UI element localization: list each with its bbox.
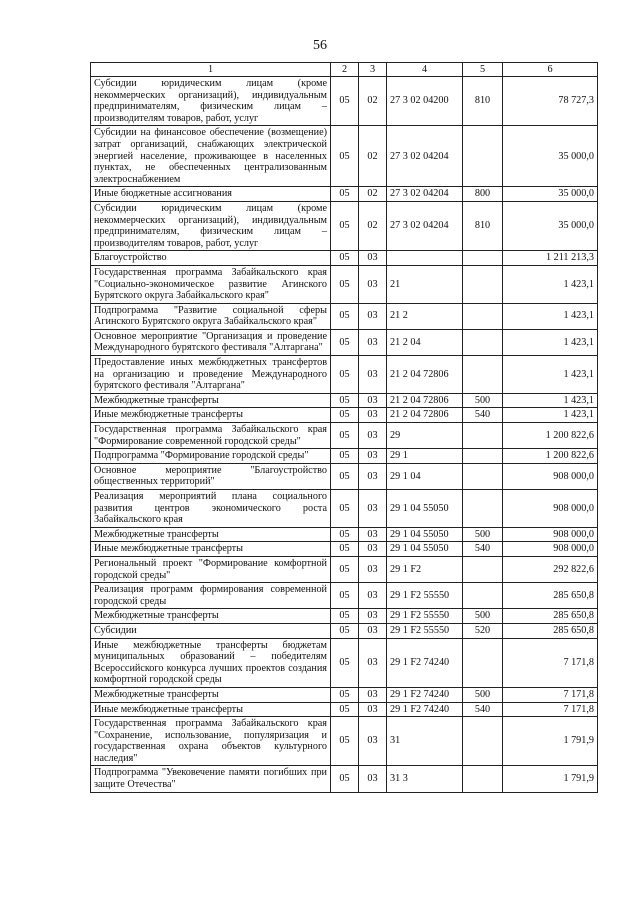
- row-section-cell: 05: [331, 303, 359, 329]
- table-row: [91, 408, 598, 423]
- row-expense-type-cell: [463, 463, 503, 489]
- row-section-cell: 05: [331, 187, 359, 202]
- row-name-cell: Межбюджетные трансферты: [91, 687, 331, 702]
- row-section-cell: 05: [331, 463, 359, 489]
- row-name-cell: Субсидии юридическим лицам (кроме некоммерческих организаций), индивидуальным предпринимателям, физическим лицам – производителям товаров, работ, услуг: [91, 201, 331, 250]
- row-target-code-cell: 21 2 04 72806: [387, 393, 463, 408]
- row-target-code-cell: 27 3 02 04204: [387, 126, 463, 187]
- row-amount-cell: 1 423,1: [503, 303, 598, 329]
- row-subsection-cell: 03: [359, 702, 387, 717]
- row-name-cell: Региональный проект "Формирование комфортной городской среды": [91, 556, 331, 582]
- row-section-cell: 05: [331, 702, 359, 717]
- row-amount-cell: 35 000,0: [503, 126, 598, 187]
- row-subsection-cell: 03: [359, 251, 387, 266]
- row-section-cell: 05: [331, 638, 359, 687]
- row-name-cell: Субсидии юридическим лицам (кроме некоммерческих организаций), индивидуальным предпринимателям, физическим лицам – производителям товаров, работ, услуг: [91, 77, 331, 126]
- row-section-cell: 05: [331, 609, 359, 624]
- row-expense-type-cell: [463, 329, 503, 355]
- row-subsection-cell: 03: [359, 423, 387, 449]
- row-amount-cell: 1 211 213,3: [503, 251, 598, 266]
- row-subsection-cell: 03: [359, 717, 387, 766]
- header-cell: 4: [387, 63, 463, 77]
- row-subsection-cell: 03: [359, 329, 387, 355]
- row-target-code-cell: 29 1 F2 55550: [387, 609, 463, 624]
- row-target-code-cell: 31 3: [387, 766, 463, 792]
- row-amount-cell: 908 000,0: [503, 542, 598, 557]
- table-row: [91, 77, 598, 126]
- row-amount-cell: 1 423,1: [503, 329, 598, 355]
- row-amount-cell: 908 000,0: [503, 527, 598, 542]
- row-amount-cell: 1 200 822,6: [503, 423, 598, 449]
- row-name-cell: Государственная программа Забайкальского края "Сохранение, использование, популяризация и государственная охрана объектов культурного наследия": [91, 717, 331, 766]
- row-subsection-cell: 03: [359, 408, 387, 423]
- row-section-cell: 05: [331, 623, 359, 638]
- row-subsection-cell: 03: [359, 687, 387, 702]
- row-expense-type-cell: 810: [463, 201, 503, 250]
- row-section-cell: 05: [331, 265, 359, 303]
- row-amount-cell: 285 650,8: [503, 609, 598, 624]
- row-section-cell: 05: [331, 408, 359, 423]
- row-target-code-cell: 21: [387, 265, 463, 303]
- row-subsection-cell: 03: [359, 449, 387, 464]
- row-expense-type-cell: [463, 356, 503, 394]
- page-number: 56: [313, 38, 327, 53]
- header-cell: 6: [503, 63, 598, 77]
- row-subsection-cell: 03: [359, 393, 387, 408]
- row-name-cell: Реализация мероприятий плана социального развития центров экономического роста Забайкальского края: [91, 490, 331, 528]
- row-section-cell: 05: [331, 490, 359, 528]
- row-expense-type-cell: 500: [463, 609, 503, 624]
- row-expense-type-cell: [463, 423, 503, 449]
- row-subsection-cell: 03: [359, 303, 387, 329]
- row-amount-cell: 292 822,6: [503, 556, 598, 582]
- row-target-code-cell: 31: [387, 717, 463, 766]
- row-subsection-cell: 03: [359, 542, 387, 557]
- row-expense-type-cell: [463, 265, 503, 303]
- header-cell: 2: [331, 63, 359, 77]
- row-target-code-cell: 29 1 F2 55550: [387, 583, 463, 609]
- row-target-code-cell: 29 1 F2 74240: [387, 687, 463, 702]
- row-expense-type-cell: 540: [463, 408, 503, 423]
- row-section-cell: 05: [331, 77, 359, 126]
- table-row: [91, 717, 598, 766]
- table-row: [91, 583, 598, 609]
- row-name-cell: Предоставление иных межбюджетных трансфертов на организацию и проведение Международного бурятского фестиваля "Алтаргана": [91, 356, 331, 394]
- row-name-cell: Подпрограмма "Формирование городской среды": [91, 449, 331, 464]
- row-target-code-cell: 29 1 F2 55550: [387, 623, 463, 638]
- row-expense-type-cell: [463, 303, 503, 329]
- row-name-cell: Государственная программа Забайкальского края "Социально-экономическое развитие Агинского Бурятского округа Забайкальского края": [91, 265, 331, 303]
- table-row: [91, 449, 598, 464]
- row-target-code-cell: 27 3 02 04204: [387, 201, 463, 250]
- row-amount-cell: 7 171,8: [503, 702, 598, 717]
- row-name-cell: Иные межбюджетные трансферты бюджетам муниципальных образований – победителям Всероссийского конкурса лучших проектов создания комфортной городской среды: [91, 638, 331, 687]
- row-subsection-cell: 03: [359, 766, 387, 792]
- row-subsection-cell: 03: [359, 583, 387, 609]
- row-section-cell: 05: [331, 527, 359, 542]
- row-amount-cell: 285 650,8: [503, 623, 598, 638]
- row-expense-type-cell: 500: [463, 393, 503, 408]
- row-section-cell: 05: [331, 542, 359, 557]
- row-amount-cell: 35 000,0: [503, 187, 598, 202]
- table-row: [91, 609, 598, 624]
- row-name-cell: Благоустройство: [91, 251, 331, 266]
- row-name-cell: Межбюджетные трансферты: [91, 609, 331, 624]
- table-row: [91, 702, 598, 717]
- row-expense-type-cell: [463, 449, 503, 464]
- row-expense-type-cell: [463, 766, 503, 792]
- table-row: [91, 187, 598, 202]
- header-cell: 1: [91, 63, 331, 77]
- row-expense-type-cell: 520: [463, 623, 503, 638]
- row-expense-type-cell: [463, 638, 503, 687]
- header-cell: 3: [359, 63, 387, 77]
- row-subsection-cell: 03: [359, 356, 387, 394]
- table-row: [91, 251, 598, 266]
- table-row: [91, 542, 598, 557]
- row-amount-cell: 908 000,0: [503, 490, 598, 528]
- row-name-cell: Субсидии на финансовое обеспечение (возмещение) затрат организаций, снабжающих электрической энергией население, проживающее в населенных пунктах, не обеспеченных централизованным электроснабжением: [91, 126, 331, 187]
- row-target-code-cell: 29 1 04 55050: [387, 542, 463, 557]
- row-section-cell: 05: [331, 329, 359, 355]
- row-target-code-cell: 21 2 04 72806: [387, 408, 463, 423]
- table-row: [91, 490, 598, 528]
- row-subsection-cell: 03: [359, 609, 387, 624]
- row-target-code-cell: 29: [387, 423, 463, 449]
- row-name-cell: Иные межбюджетные трансферты: [91, 408, 331, 423]
- row-expense-type-cell: [463, 126, 503, 187]
- table-row: [91, 638, 598, 687]
- row-section-cell: 05: [331, 126, 359, 187]
- row-expense-type-cell: 500: [463, 527, 503, 542]
- row-amount-cell: 78 727,3: [503, 77, 598, 126]
- table-row: [91, 201, 598, 250]
- row-expense-type-cell: 500: [463, 687, 503, 702]
- row-subsection-cell: 03: [359, 638, 387, 687]
- row-name-cell: Государственная программа Забайкальского края "Формирование современной городской среды": [91, 423, 331, 449]
- table-row: [91, 766, 598, 792]
- row-amount-cell: 1 423,1: [503, 265, 598, 303]
- row-section-cell: 05: [331, 717, 359, 766]
- row-amount-cell: 908 000,0: [503, 463, 598, 489]
- row-name-cell: Основное мероприятие "Благоустройство общественных территорий": [91, 463, 331, 489]
- table-body: [91, 77, 598, 793]
- row-expense-type-cell: [463, 556, 503, 582]
- row-expense-type-cell: 540: [463, 542, 503, 557]
- table-row: [91, 423, 598, 449]
- row-section-cell: 05: [331, 423, 359, 449]
- row-section-cell: 05: [331, 583, 359, 609]
- row-target-code-cell: 29 1: [387, 449, 463, 464]
- row-target-code-cell: 29 1 04 55050: [387, 527, 463, 542]
- table-header: [91, 63, 598, 77]
- row-subsection-cell: 02: [359, 126, 387, 187]
- row-target-code-cell: 29 1 F2: [387, 556, 463, 582]
- row-name-cell: Реализация программ формирования современной городской среды: [91, 583, 331, 609]
- row-target-code-cell: 27 3 02 04204: [387, 187, 463, 202]
- header-cell: 5: [463, 63, 503, 77]
- header-row: [91, 63, 598, 77]
- row-name-cell: Основное мероприятие "Организация и проведение Международного бурятского фестиваля "Алтаргана": [91, 329, 331, 355]
- row-section-cell: 05: [331, 393, 359, 408]
- row-subsection-cell: 03: [359, 556, 387, 582]
- row-amount-cell: 7 171,8: [503, 687, 598, 702]
- row-section-cell: 05: [331, 201, 359, 250]
- row-target-code-cell: 29 1 04: [387, 463, 463, 489]
- row-amount-cell: 1 423,1: [503, 408, 598, 423]
- row-expense-type-cell: [463, 583, 503, 609]
- row-amount-cell: 1 423,1: [503, 356, 598, 394]
- table-row: [91, 329, 598, 355]
- row-section-cell: 05: [331, 356, 359, 394]
- row-target-code-cell: 21 2: [387, 303, 463, 329]
- row-subsection-cell: 03: [359, 463, 387, 489]
- row-name-cell: Межбюджетные трансферты: [91, 393, 331, 408]
- row-expense-type-cell: [463, 717, 503, 766]
- row-amount-cell: 285 650,8: [503, 583, 598, 609]
- row-section-cell: 05: [331, 687, 359, 702]
- row-amount-cell: 1 423,1: [503, 393, 598, 408]
- table-row: [91, 303, 598, 329]
- row-expense-type-cell: 810: [463, 77, 503, 126]
- row-amount-cell: 7 171,8: [503, 638, 598, 687]
- row-name-cell: Иные бюджетные ассигнования: [91, 187, 331, 202]
- row-subsection-cell: 03: [359, 490, 387, 528]
- row-section-cell: 05: [331, 449, 359, 464]
- row-expense-type-cell: [463, 251, 503, 266]
- row-target-code-cell: 29 1 04 55050: [387, 490, 463, 528]
- table-row: [91, 687, 598, 702]
- row-name-cell: Субсидии: [91, 623, 331, 638]
- table-row: [91, 463, 598, 489]
- row-subsection-cell: 03: [359, 265, 387, 303]
- row-name-cell: Иные межбюджетные трансферты: [91, 542, 331, 557]
- row-name-cell: Иные межбюджетные трансферты: [91, 702, 331, 717]
- row-subsection-cell: 03: [359, 527, 387, 542]
- budget-table: [90, 62, 598, 793]
- table-row: [91, 623, 598, 638]
- row-target-code-cell: [387, 251, 463, 266]
- row-expense-type-cell: 800: [463, 187, 503, 202]
- row-expense-type-cell: 540: [463, 702, 503, 717]
- row-target-code-cell: 27 3 02 04200: [387, 77, 463, 126]
- row-section-cell: 05: [331, 556, 359, 582]
- row-target-code-cell: 21 2 04 72806: [387, 356, 463, 394]
- row-subsection-cell: 02: [359, 77, 387, 126]
- table-row: [91, 126, 598, 187]
- table-row: [91, 393, 598, 408]
- row-amount-cell: 1 791,9: [503, 766, 598, 792]
- row-target-code-cell: 29 1 F2 74240: [387, 702, 463, 717]
- table-row: [91, 527, 598, 542]
- row-subsection-cell: 02: [359, 187, 387, 202]
- row-subsection-cell: 02: [359, 201, 387, 250]
- row-section-cell: 05: [331, 766, 359, 792]
- row-subsection-cell: 03: [359, 623, 387, 638]
- row-target-code-cell: 29 1 F2 74240: [387, 638, 463, 687]
- table-row: [91, 556, 598, 582]
- row-expense-type-cell: [463, 490, 503, 528]
- row-name-cell: Подпрограмма "Развитие социальной сферы Агинского Бурятского округа Забайкальского края": [91, 303, 331, 329]
- row-name-cell: Межбюджетные трансферты: [91, 527, 331, 542]
- row-amount-cell: 35 000,0: [503, 201, 598, 250]
- row-amount-cell: 1 200 822,6: [503, 449, 598, 464]
- row-amount-cell: 1 791,9: [503, 717, 598, 766]
- row-section-cell: 05: [331, 251, 359, 266]
- row-name-cell: Подпрограмма "Увековечение памяти погибших при защите Отечества": [91, 766, 331, 792]
- row-target-code-cell: 21 2 04: [387, 329, 463, 355]
- table-row: [91, 356, 598, 394]
- table-row: [91, 265, 598, 303]
